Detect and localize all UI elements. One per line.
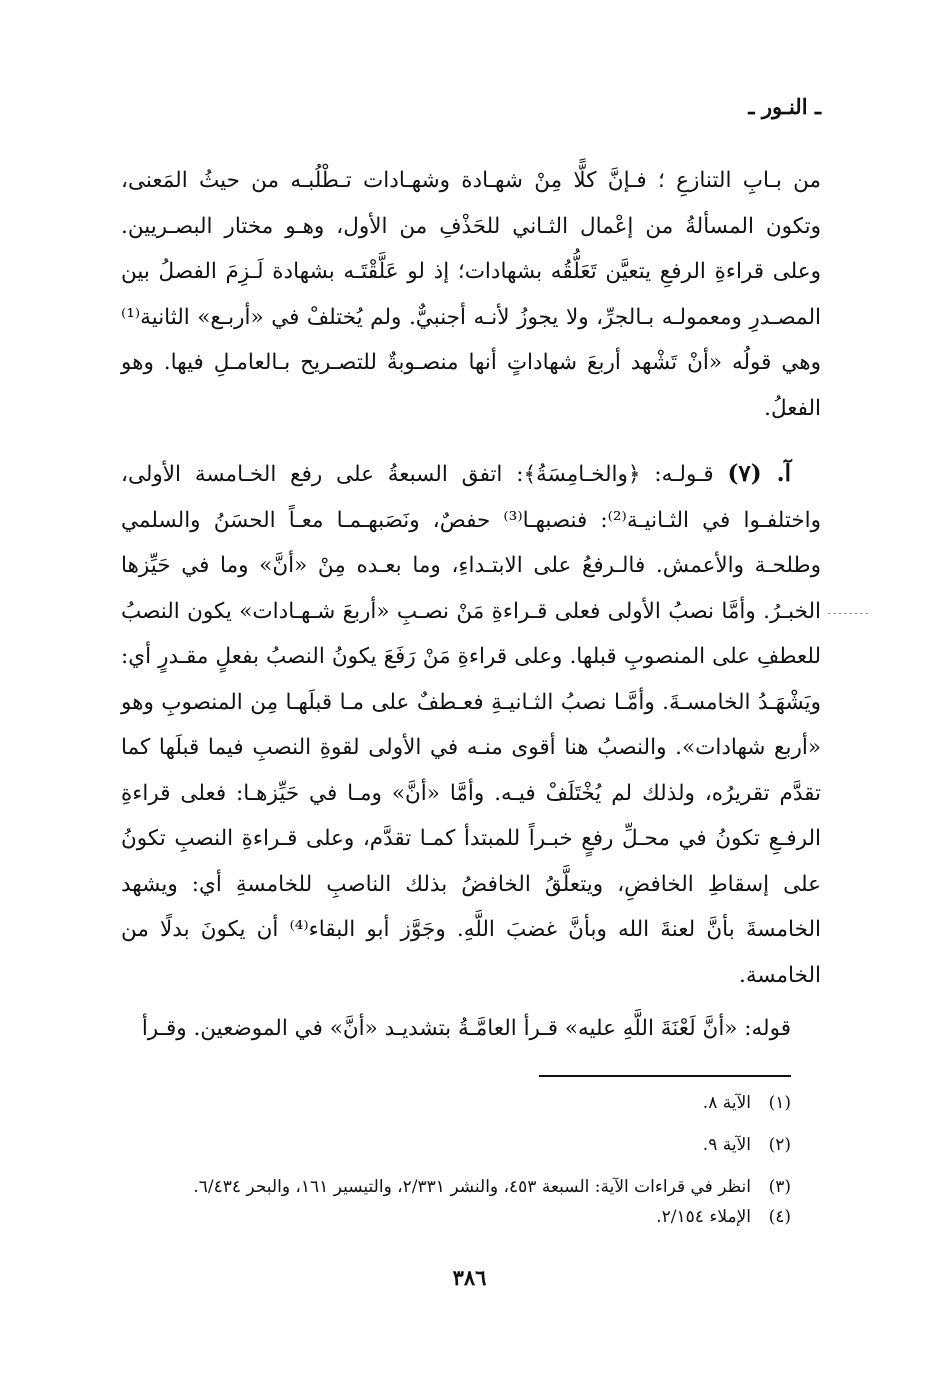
footnote-number: (٢) (768, 1135, 791, 1155)
footnote-number: (٣) (768, 1177, 791, 1197)
footnote-3 (111, 1172, 791, 1202)
footnote-text: انظر في قراءات الآية: السبعة ٤٥٣، والنشر ٢/٣٣١، والتيسير ١٦١، والبحر ٦/٤٣٤. (193, 1177, 751, 1197)
footnote-1 (111, 1088, 791, 1118)
paragraph-2 (121, 451, 821, 998)
footnote-4 (111, 1202, 791, 1232)
margin-scan-mark (828, 613, 868, 614)
paragraph-2-text: قـولـه: ﴿والخـامِسَةُ﴾: اتفق السبعةُ على رفع الخـامسة الأولى، واختلفـوا في الثـانيـة⁽²⁾: فنصبهـا⁽³⁾ حفصٌ، ونَصَبهـمـا معـاً الحسَنُ والسلمي وطلحـة والأعمش. فالـرفعُ على الابتـداءِ، وما بعـده مِنْ «أنَّ» وما في حَيِّزها الخبـرُ. وأمَّا نصبُ الأولى فعلى قـراءةِ مَنْ نصـبِ «أربعَ شـهـادات» يكون النصبُ للعطفِ على المنصوبِ قبلها. وعلى قراءةِ مَنْ رَفَعَ يكونُ النصبُ بفعلٍ مقـدرٍ أي: ويَشْهَـدُ الخامسـةَ. وأمَّـا نصبُ الثـانيـةِ فعـطفٌ على مـا قبلَهـا مِن المنصوبِ وهو «أربع شهادات». والنصبُ هنا أقوى منـه في الأولى لقوةِ النصبِ فيما قبلَها كما تقدَّم تقريرُه، ولذلك لم يُخْتَلَفْ فيـه. وأمَّا «أنَّ» ومـا في حَيِّزهـا: فعلى قراءةِ الرفـعِ تكونُ في محـلِّ رفعٍ خبـراً للمبتدأ كمـا تقدَّم، وعلى قـراءةِ النصبِ تكونُ على إسقاطِ الخافضِ، ويتعلَّقُ الخافضُ بذلك الناصبِ للخامسةِ أي: ويشهد الخامسةَ بأنَّ لعنةَ الله وبأنَّ غضبَ اللَّهِ. وجَوَّز أبو البقاء⁽⁴⁾ أن يكونَ بدلًا من الخامسة. (121, 462, 821, 988)
footnote-number: (٤) (768, 1207, 791, 1227)
footnotes (111, 1088, 791, 1232)
running-head: ـ النـور ـ (748, 94, 821, 119)
footnote-text: الإملاء ٢/١٥٤. (656, 1207, 751, 1227)
footnote-text: الآية ٨. (702, 1093, 751, 1113)
paragraph-3: قوله: «أنَّ لَعْنَةَ اللَّهِ عليه» قـرأ العامَّـةُ بتشديـد «أنَّ» في الموضعين. وقـرأ (141, 1016, 791, 1041)
main-text (121, 158, 821, 1052)
footnote-number: (١) (768, 1093, 791, 1113)
paragraph-1: من بـابِ التنازعِ ؛ فـإنَّ كلًّا مِنْ شهـادة وشهـادات تـطْلُبـه من حيثُ المَعنى، وتكون المسألةُ من إعْمال الثـاني للحَذْفِ من الأول، وهـو مختار البصـريين. وعلى قراءةِ الرفعِ يتعيَّن تَعَلُّقُه بشهادات؛ إذ لو عَلَّقْتَـه بشهادة لَـزِمَ الفصلُ بين المصـدرِ ومعمولـه بـالجرِّ، ولا يجوزُ لأنـه أجنبيٌّ. ولم يُختلفْ في «أربـع» الثانية⁽¹⁾ وهي قولُه «أنْ تَشْهد أربعَ شهاداتٍ أنها منصـوبةٌ للتصـريح بـالعامـلِ فيها. وهو الفعلُ. (121, 168, 821, 421)
footnote-separator (539, 1075, 791, 1077)
footnote-text: الآية ٩. (702, 1135, 751, 1155)
paragraph-2-lead: آ. (٧) (727, 460, 791, 487)
footnote-2 (111, 1130, 791, 1160)
page-number: ٣٨٦ (452, 1265, 487, 1290)
